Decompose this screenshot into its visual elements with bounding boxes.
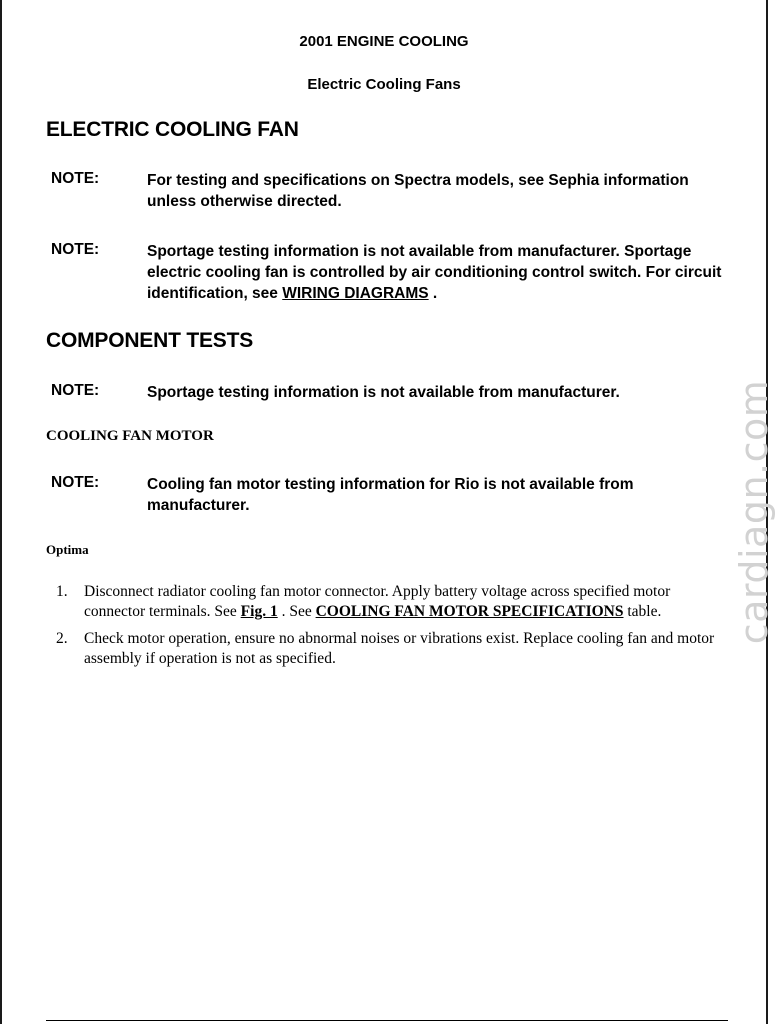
note-label: NOTE:: [51, 382, 100, 399]
page-left-border: [0, 0, 2, 1024]
wiring-diagrams-link[interactable]: WIRING DIAGRAMS: [282, 285, 429, 302]
step-number: 2.: [56, 630, 68, 647]
step-text: [84, 582, 722, 622]
procedure-steps: [56, 582, 722, 676]
step-text-part: Disconnect radiator cooling fan motor connector. Apply battery voltage across specified motor connector terminals. See: [84, 583, 671, 620]
note-label: NOTE:: [51, 170, 100, 187]
note-text-body: Sportage testing information is not available from manufacturer. Sportage electric cooling fan is controlled by air conditioning control switch. For circuit identification, see: [147, 243, 722, 302]
step-text-part: table.: [623, 603, 662, 620]
watermark: cardiagn.com: [732, 379, 776, 645]
document-subheader: Electric Cooling Fans: [307, 76, 461, 93]
note-label: NOTE:: [51, 474, 100, 491]
step-item: [56, 582, 722, 622]
step-item: [56, 629, 722, 669]
section-title-electric-cooling-fan: ELECTRIC COOLING FAN: [46, 118, 299, 141]
section-title-component-tests: COMPONENT TESTS: [46, 329, 254, 352]
note-text: [147, 241, 722, 304]
step-text: Check motor operation, ensure no abnormal noises or vibrations exist. Replace cooling fan and motor assembly if operation is not as specified.: [84, 630, 715, 667]
step-number: 1.: [56, 583, 68, 600]
note-text: Cooling fan motor testing information for Rio is not available from manufacturer.: [147, 476, 634, 514]
step-text-part: . See: [277, 603, 316, 620]
note-text: Sportage testing information is not available from manufacturer.: [147, 384, 620, 401]
note-text: For testing and specifications on Spectra models, see Sephia information unless otherwise directed.: [147, 172, 689, 210]
note-text-tail: .: [428, 285, 438, 302]
model-heading-optima: Optima: [46, 542, 89, 557]
specifications-link[interactable]: COOLING FAN MOTOR SPECIFICATIONS: [315, 603, 624, 620]
subheading-cooling-fan-motor: COOLING FAN MOTOR: [46, 428, 214, 444]
footer-rule: [46, 1020, 728, 1021]
fig-1-link[interactable]: Fig. 1: [240, 603, 278, 620]
note-label: NOTE:: [51, 241, 100, 258]
document-header: 2001 ENGINE COOLING: [299, 33, 469, 50]
